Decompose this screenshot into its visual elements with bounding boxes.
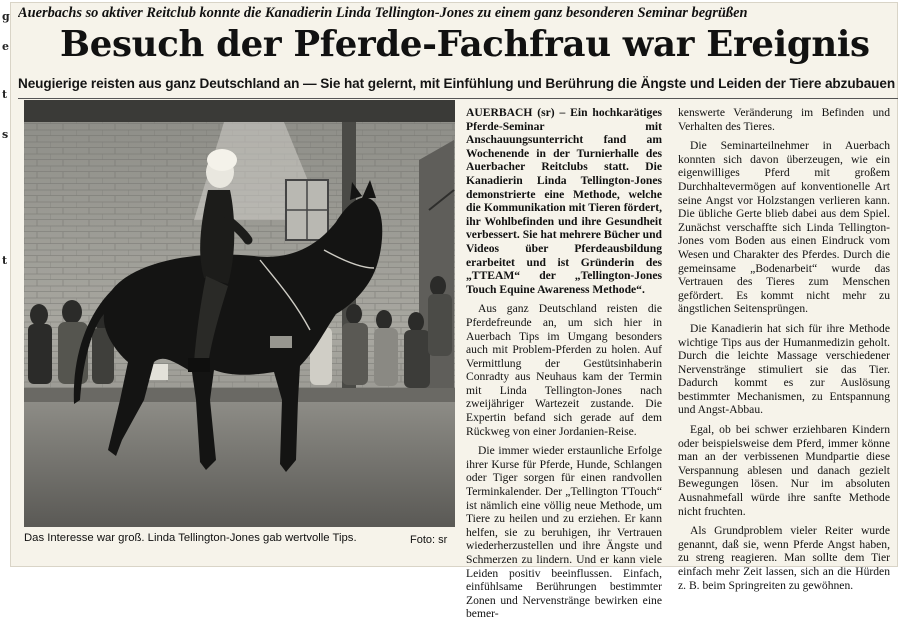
lead-text: Ein hochkarätiges Pferde-Seminar mit Anschauungsunterricht fand am Wochenende in der Turnierhalle des Auerbacher Reitclubs statt. Die Kanadierin Linda Tellington-Jones demonstrierte eine Methode, welche die Kommunikation mit Tieren fördert, ihr Wohlbefinden und ihre Gesundheit verbessert. Sie hat mehrere Bücher und Videos über Pferdeausbildung erarbeitet und ist Gründerin des „TTEAM“ der „Tellington-Jones Touch Equine Awareness Methode“.	[466, 106, 662, 296]
margin-mark: s	[2, 128, 9, 141]
headline: Besuch der Pferde-Fachfrau war Ereignis	[60, 24, 870, 65]
body-paragraph: Die Seminarteilnehmer in Auerbach konnten sich davon überzeugen, wie ein eigenwilliges Pferd mit großem Durchhaltevermögen auf konventionelle Art seine Angst vor Holzstangen verlieren kann. Die übliche Gerte blieb dabei aus dem Spiel. Zunächst verschaffte sich Linda Tellington-Jones vom Boden aus einen Eindruck vom Wesen und Charakter des Pferdes. Durch die gemeinsame „Bodenarbeit“ wurde das Vertrauen des Tieres zum Menschen gefördert. Es kommt nicht mehr zu ängstlichen Seitensprüngen.	[678, 139, 890, 316]
photo-caption: Das Interesse war groß. Linda Tellington-Jones gab wertvolle Tips.	[24, 532, 357, 544]
margin-mark: g	[2, 10, 10, 23]
divider	[18, 98, 898, 99]
body-paragraph: Als Grundproblem vieler Reiter wurde genannt, daß sie, wenn Pferde Angst haben, zu streng reagieren. Man sollte dem Tier einfach mehr Zeit lassen, sich an die Hürden z. B. beim Springreiten zu gewöhnen.	[678, 524, 890, 592]
article-column-2	[678, 106, 890, 598]
body-paragraph: Aus ganz Deutschland reisten die Pferdefreunde an, um sich hier in Auerbach Tips im Umgang besonders auch mit Problem-Pferden zu holen. Auf Vermittlung der Gestütsinhaberin Conradty aus Neuhaus kam der Termin mit Linda Tellington-Jones nach zweijähriger Wartezeit zustande. Die Expertin befand sich gerade auf dem Rückweg von einer Jordanien-Reise.	[466, 302, 662, 438]
margin-mark: t	[2, 254, 8, 267]
body-paragraph: Die Kanadierin hat sich für ihre Methode wichtige Tips aus der Humanmedizin geholt. Durch die leichte Massage verschiedener Nervenstränge stimuliert sie das Tier. Dadurch kommt es zur Auslösung bestimmter Mechanismen, zu Entspannung und Angst-Abbau.	[678, 321, 890, 417]
article-photo	[24, 100, 455, 527]
photo-credit: Foto: sr	[410, 534, 448, 546]
lead-paragraph	[466, 106, 662, 296]
margin-mark: t	[2, 88, 8, 101]
dateline: AUERBACH (sr) –	[466, 106, 566, 119]
body-paragraph: Egal, ob bei schwer erziehbaren Kindern oder beispielsweise dem Pferd, immer könne man an der verbissenen Mundpartie diese Verspannung ablesen und danach gezielt Bewegungen lösen. Nur im absoluten Ausnahmefall würde ihre sanfte Methode nicht fruchten.	[678, 423, 890, 518]
subheadline: Neugierige reisten aus ganz Deutschland an — Sie hat gelernt, mit Einfühlung und Berührung die Ängste und Leiden der Tiere abzubauen	[18, 76, 896, 91]
margin-mark: e	[2, 40, 9, 53]
body-paragraph-continued: kenswerte Veränderung im Befinden und Verhalten des Tieres.	[678, 106, 890, 133]
body-paragraph: Die immer wieder erstaunliche Erfolge ihrer Kurse für Pferde, Hunde, Schlangen oder Tiger sorgen für einen randvollen Terminkalender. Der „Tellington TTouch“ ist nämlich eine völlig neue Methode, um Tiere zu heilen und zu erziehen. Er kann helfen, sie zu beruhigen, ihr Vertrauen wiederherzustellen und ihre Ängste und Schmerzen zu lindern. Und er kann viele Leiden positiv beeinflussen. Einfach, einfühlsame Berührungen bestimmter Zonen und Nervenstränge bewirken eine bemer-	[466, 444, 662, 621]
article-column-1	[466, 106, 662, 627]
kicker-line: Auerbachs so aktiver Reitclub konnte die Kanadierin Linda Tellington-Jones zu einem ganz besonderen Seminar begrüßen	[18, 5, 748, 21]
